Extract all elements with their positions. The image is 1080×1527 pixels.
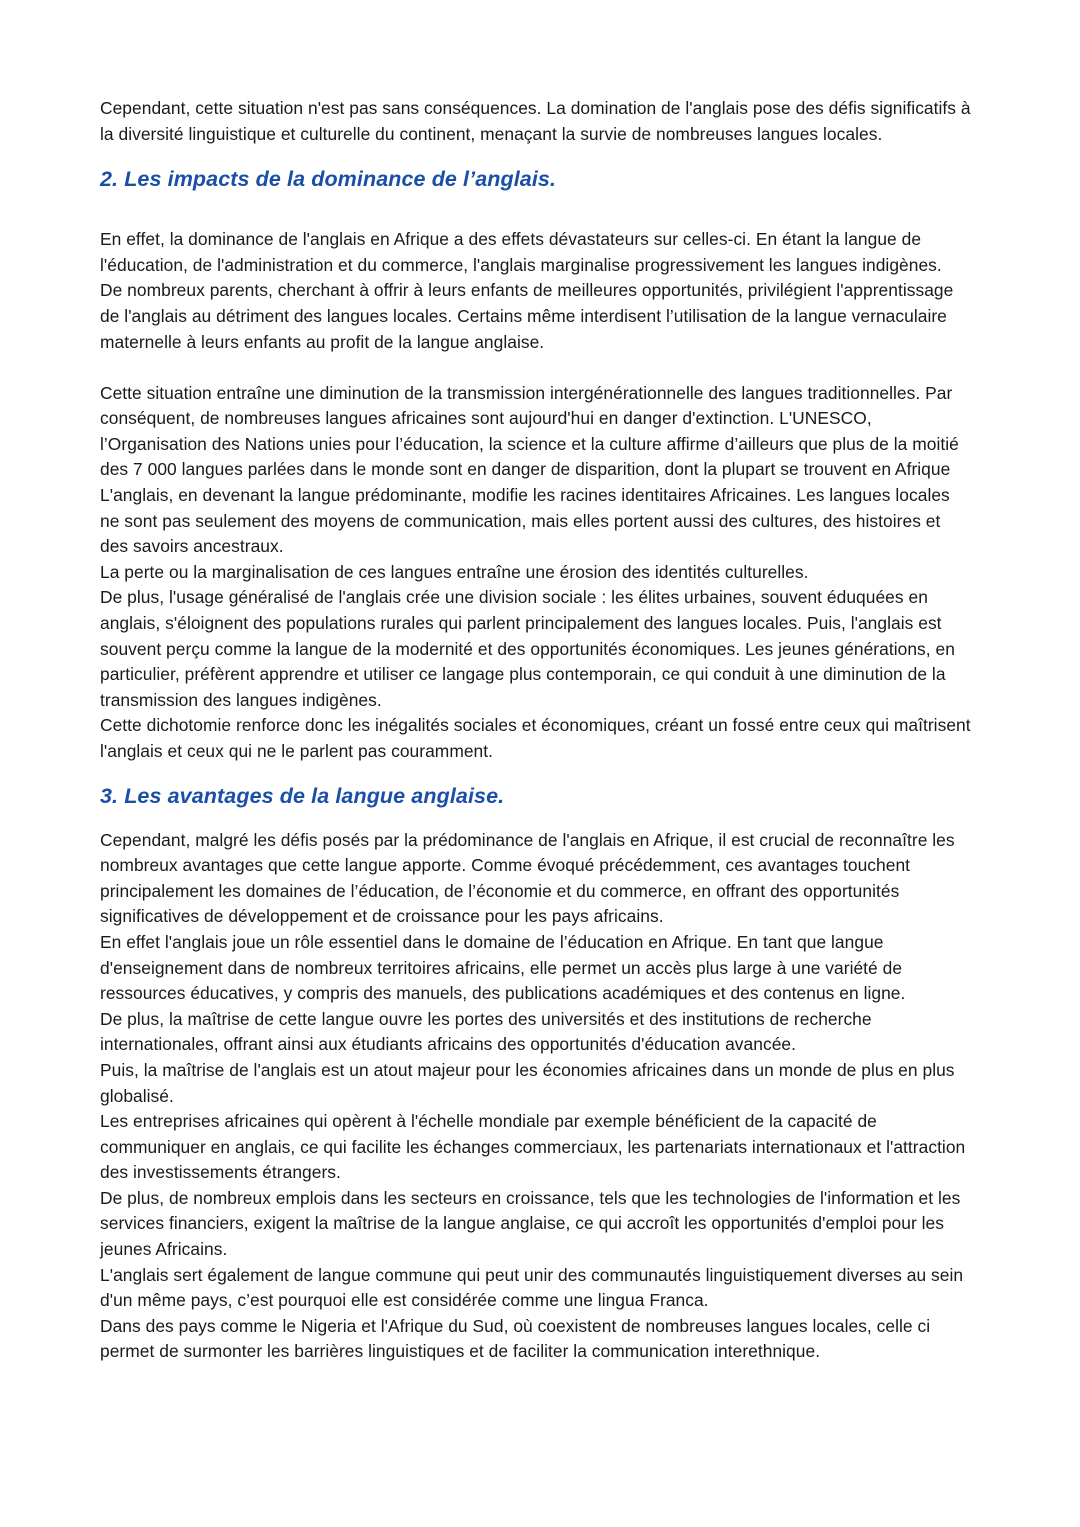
paragraph-section3-7: L'anglais sert également de langue commune qui peut unir des communautés linguistiquement diverses au sein d'un même pays, c’est pourquoi elle est considérée comme une lingua Franca. <box>100 1264 964 1311</box>
spacer <box>100 810 972 828</box>
paragraph-section2-5: La perte ou la marginalisation de ces langues entraîne une érosion des identités culturelles. <box>100 561 809 582</box>
paragraph-section3-4: Puis, la maîtrise de l'anglais est un atout majeur pour les économies africaines dans un monde de plus en plus globalisé. <box>100 1059 955 1106</box>
paragraph-section2-4: L'anglais, en devenant la langue prédominante, modifie les racines identitaires Africaines. Les langues locales ne sont pas seulement des moyens de communication, mais elles portent aussi des cultures, des histoires et des savoirs ancestraux. <box>100 485 950 557</box>
paragraph-section3-5: Les entreprises africaines qui opèrent à l'échelle mondiale par exemple bénéficient de la capacité de communiquer en anglais, ce qui facilite les échanges commerciaux, les partenariats internationaux et l'attraction des investissements étrangers. <box>100 1111 966 1183</box>
spacer <box>100 193 972 227</box>
paragraph-section2-3: Cette situation entraîne une diminution de la transmission intergénérationnelle des langues traditionnelles. Par conséquent, de nombreuses langues africaines sont aujourd'hui en danger d'extinction. L'UNESCO, l’Organisation des Nations unies pour l’éducation, la science et la culture affirme d’ailleurs que plus de la moitié des 7 000 langues parlées dans le monde sont en danger de disparition, dont la plupart se trouvent en Afrique <box>100 382 959 480</box>
paragraph-section3-2: En effet l'anglais joue un rôle essentiel dans le domaine de l’éducation en Afrique. En tant que langue d'enseignement dans de nombreux territoires africains, elle permet un accès plus large à une variété de ressources éducatives, y compris des manuels, des publications académiques et des contenus en ligne. <box>100 931 906 1004</box>
section-heading-2: 2. Les impacts de la dominance de l’anglais. <box>100 167 557 192</box>
paragraph-section3-6: De plus, de nombreux emplois dans les secteurs en croissance, tels que les technologies de l'information et les services financiers, exigent la maîtrise de la langue anglaise, ce qui accroît les opportunités d'emploi pour les jeunes Africains. <box>100 1187 961 1260</box>
paragraph-section3-3: De plus, la maîtrise de cette langue ouvre les portes des universités et des institutions de recherche internationales, offrant ainsi aux étudiants africains des opportunités d'éducation avancée. <box>100 1008 872 1055</box>
paragraph-intro: Cependant, cette situation n'est pas sans conséquences. La domination de l'anglais pose des défis significatifs à la diversité linguistique et culturelle du continent, menaçant la survie de nombreuses langues locales. <box>100 98 971 144</box>
paragraph-section3-1: Cependant, malgré les défis posés par la prédominance de l'anglais en Afrique, il est crucial de reconnaître les nombreux avantages que cette langue apporte. Comme évoqué précédemment, ces avantages touchent principalement les domaines de l’éducation, de l’économie et du commerce, en offrant des opportunités significatives de développement et de croissance pour les pays africains. <box>100 829 955 927</box>
paragraph-section2-2: De nombreux parents, cherchant à offrir à leurs enfants de meilleures opportunités, privilégient l'apprentissage de l'anglais au détriment des langues locales. Certains même interdisent l’utilisation de la langue vernaculaire maternelle à leurs enfants au profit de la langue anglaise. <box>100 280 954 352</box>
paragraph-section2-7: Cette dichotomie renforce donc les inégalités sociales et économiques, créant un fossé entre ceux qui maîtrisent l'anglais et ceux qui ne le parlent pas couramment. <box>100 715 971 761</box>
paragraph-section3-8: Dans des pays comme le Nigeria et l'Afrique du Sud, où coexistent de nombreuses langues locales, celle ci permet de surmonter les barrières linguistiques et de faciliter la communication interethnique. <box>100 1315 931 1362</box>
document-body <box>100 96 972 1365</box>
section-heading-3: 3. Les avantages de la langue anglaise. <box>100 783 505 808</box>
paragraph-section2-1: En effet, la dominance de l'anglais en Afrique a des effets dévastateurs sur celles-ci. En étant la langue de l'éducation, de l'administration et du commerce, l'anglais marginalise progressivement les langues indigènes. <box>100 229 942 275</box>
paragraph-section2-6: De plus, l'usage généralisé de l'anglais crée une division sociale : les élites urbaines, souvent éduquées en anglais, s'éloignent des populations rurales qui parlent principalement des langues locales. Puis, l'anglais est souvent perçu comme la langue de la modernité et des opportunités économiques. Les jeunes générations, en particulier, préfèrent apprendre et utiliser ce langage plus contemporain, ce qui conduit à une diminution de la transmission des langues indigènes. <box>100 587 955 710</box>
spacer <box>100 147 972 165</box>
spacer <box>100 765 972 782</box>
spacer <box>100 355 972 381</box>
